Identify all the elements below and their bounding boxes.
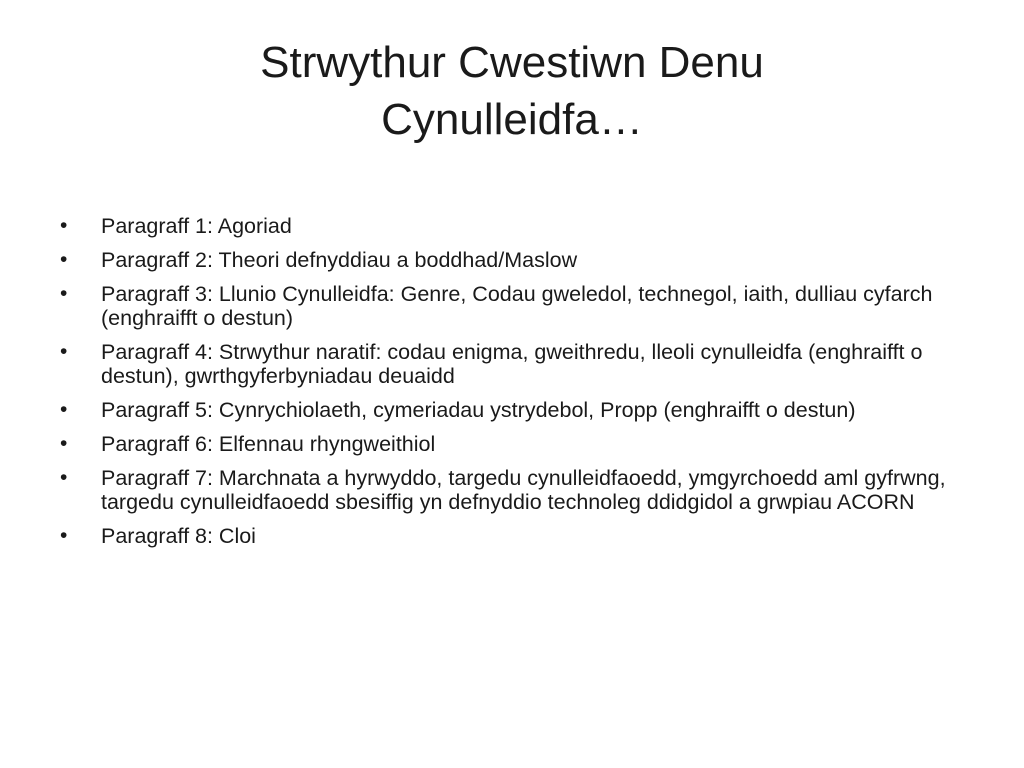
list-item-text: Paragraff 1: Agoriad (101, 214, 292, 238)
bullet-icon: • (60, 432, 68, 455)
list-item (60, 466, 980, 514)
list-item-text: Paragraff 7: Marchnata a hyrwyddo, targedu cynulleidfaoedd, ymgyrchoedd aml gyfrwng, targedu cynulleidfaoedd sbesiffig yn defnyddio technoleg ddidgidol a grwpiau ACORN (101, 466, 946, 514)
list-item (60, 340, 980, 388)
bullet-icon: • (60, 398, 68, 421)
bullet-icon: • (60, 248, 68, 271)
list-item-text: Paragraff 5: Cynrychiolaeth, cymeriadau ystrydebol, Propp (enghraifft o destun) (101, 398, 856, 422)
list-item-text: Paragraff 3: Llunio Cynulleidfa: Genre, Codau gweledol, technegol, iaith, dulliau cyfarch (enghraifft o destun) (101, 282, 933, 330)
list-item (60, 282, 980, 330)
bullet-icon: • (60, 466, 68, 489)
list-item (60, 214, 980, 238)
list-item-text: Paragraff 8: Cloi (101, 524, 256, 548)
list-item (60, 248, 980, 272)
list-item-text: Paragraff 2: Theori defnyddiau a boddhad/Maslow (101, 248, 578, 272)
slide-title-line-1: Strwythur Cwestiwn Denu (260, 38, 764, 87)
list-item (60, 398, 980, 422)
list-item (60, 432, 980, 456)
list-item-text: Paragraff 6: Elfennau rhyngweithiol (101, 432, 436, 456)
bullet-icon: • (60, 282, 68, 305)
bullet-icon: • (60, 340, 68, 363)
list-item-text: Paragraff 4: Strwythur naratif: codau enigma, gweithredu, lleoli cynulleidfa (enghraifft o destun), gwrthgyferbyniadau deuaidd (101, 340, 923, 388)
slide-title (60, 34, 964, 148)
bullet-list (60, 214, 980, 558)
list-item (60, 524, 980, 548)
slide-title-line-2: Cynulleidfa… (381, 95, 643, 144)
bullet-icon: • (60, 214, 68, 237)
bullet-icon: • (60, 524, 68, 547)
